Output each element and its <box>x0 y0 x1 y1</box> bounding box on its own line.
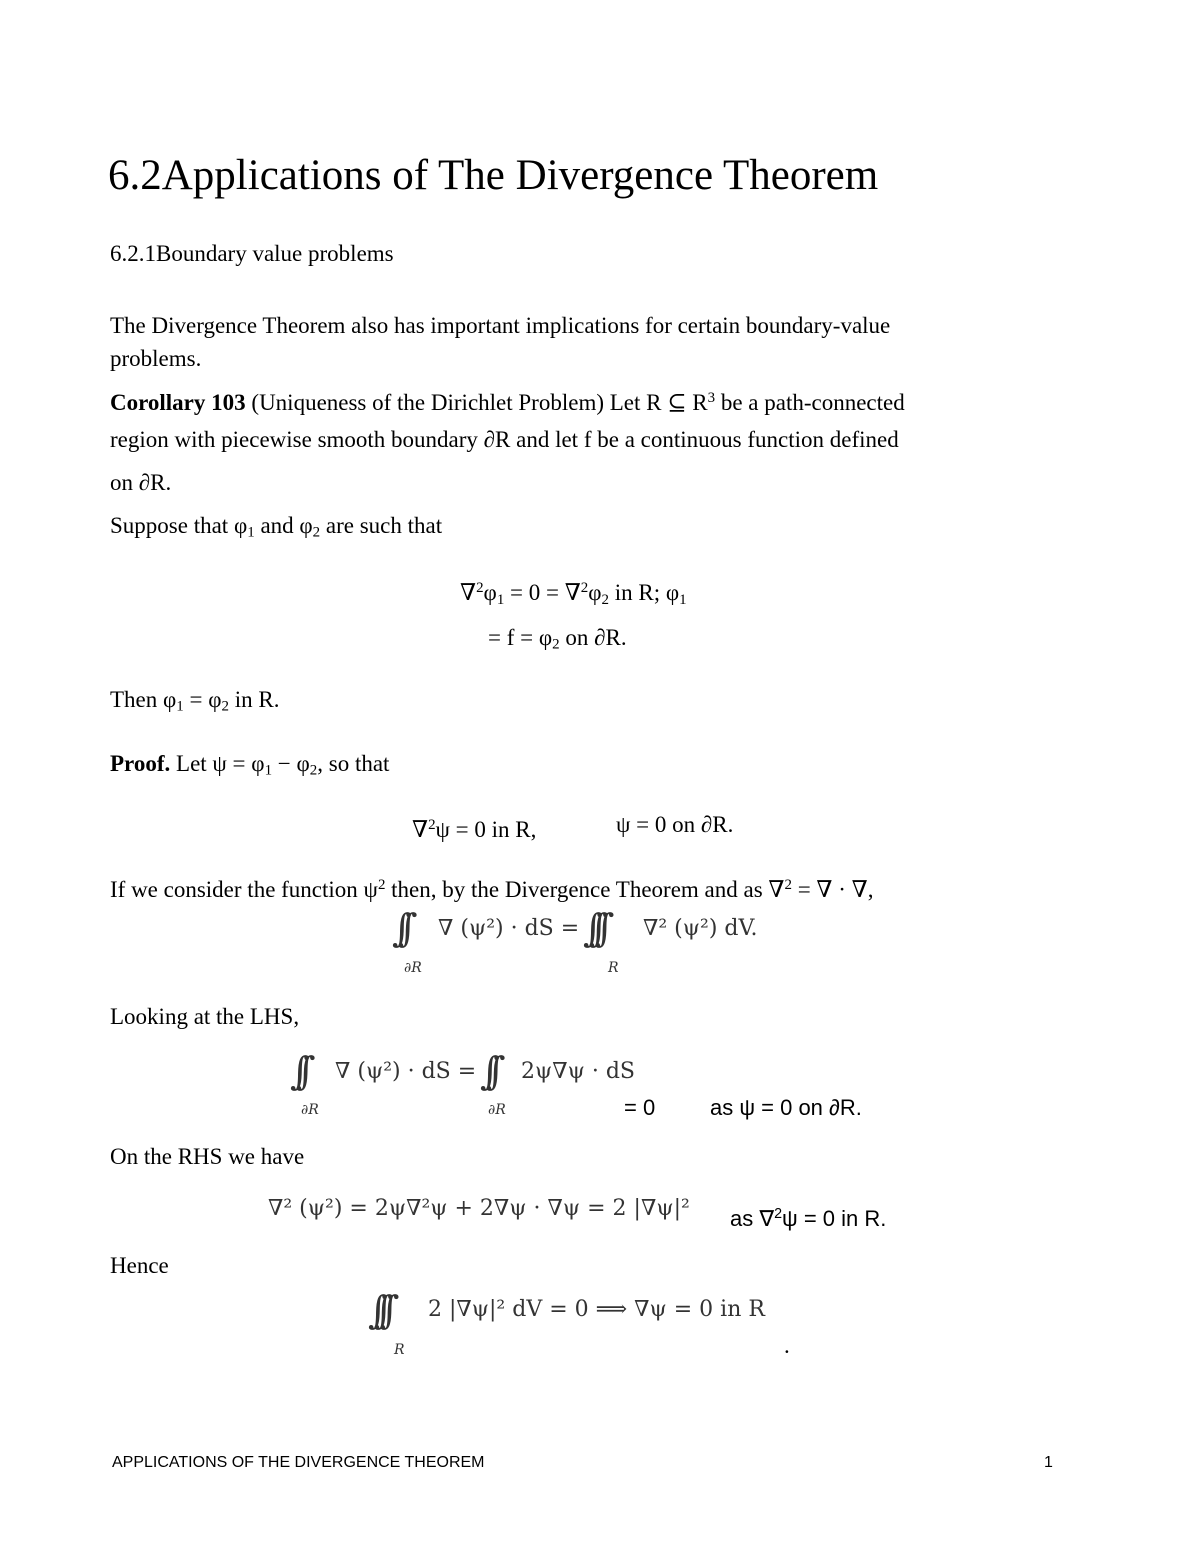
suppose-sub-1: 1 <box>247 524 255 541</box>
proof-a: Let ψ = φ <box>170 751 265 776</box>
then-b: = φ <box>183 687 222 712</box>
equation-psi-right: ψ = 0 on ∂R. <box>616 812 734 837</box>
proof-sub-2: 2 <box>309 762 318 779</box>
page-number: 1 <box>1044 1454 1053 1471</box>
equation-lhs-left: ∇ (ψ²) · dS = <box>335 1059 477 1084</box>
eq1-mid: = 0 = ∇ <box>504 580 581 606</box>
eq2-nabla: ∇ <box>412 817 429 843</box>
integral-limit: R <box>394 1342 405 1358</box>
conclusion-dot: . <box>784 1333 790 1358</box>
lhs-label: Looking at the LHS, <box>110 1004 300 1029</box>
suppose-line <box>110 512 442 547</box>
eq2-sup: 2 <box>428 817 436 833</box>
proof-c: , so that <box>317 751 390 776</box>
eq1-l2-a: = f = φ <box>488 625 553 650</box>
consider-line <box>110 871 873 904</box>
consider-c: = ∇ · ∇, <box>791 877 874 903</box>
equation-psi-left <box>412 811 536 844</box>
intro-line-2: problems. <box>110 346 202 371</box>
then-c: in R. <box>228 687 280 712</box>
equation-laplace-line-1 <box>460 574 687 614</box>
consider-b: then, by the Divergence Theorem and as ∇ <box>385 877 785 903</box>
footer-running-title: APPLICATIONS OF THE DIVERGENCE THEOREM <box>112 1454 485 1471</box>
integral-limit: ∂R <box>488 1102 506 1118</box>
then-sub-1: 1 <box>176 698 184 715</box>
eq2-b: ψ = 0 in R, <box>435 817 537 843</box>
intro-line-1: The Divergence Theorem also has important implications for certain boundary-value <box>110 313 891 338</box>
suppose-b: and φ <box>254 513 313 538</box>
then-a: Then φ <box>110 687 177 712</box>
proof-label: Proof. <box>110 751 171 776</box>
corollary-label: Corollary 103 <box>110 390 246 416</box>
page-title: 6.2Applications of The Divergence Theorem <box>108 152 879 199</box>
suppose-sub-2: 2 <box>312 524 321 541</box>
corollary-sup: 3 <box>707 390 716 406</box>
equation-divergence-right: ∇² (ψ²) dV. <box>643 916 758 941</box>
then-sub-2: 2 <box>221 698 229 715</box>
equation-divergence-left: ∇ (ψ²) · dS = <box>438 916 580 941</box>
suppose-a: Suppose that φ <box>110 513 248 538</box>
equation-rhs: ∇² (ψ²) = 2ψ∇²ψ + 2∇ψ · ∇ψ = 2 |∇ψ|² <box>268 1196 690 1221</box>
corollary-text-end: be a path-connected <box>715 390 905 416</box>
eq1-phi: φ <box>483 580 497 606</box>
equation-lhs-note: as ψ = 0 on ∂R. <box>710 1095 862 1120</box>
equation-rhs-note <box>730 1200 886 1233</box>
proof-b: − φ <box>272 751 310 776</box>
consider-a: If we consider the function ψ <box>110 877 378 903</box>
eq1-sup-2: 2 <box>580 580 589 596</box>
consider-sup-1: 2 <box>377 877 386 893</box>
eq1-l2-b: on ∂R. <box>559 625 627 650</box>
eq1-phi-2: φ <box>588 580 602 606</box>
triple-integral-symbol: ∫∫∫ <box>583 906 601 950</box>
then-line <box>110 686 279 721</box>
corollary-line-2: region with piecewise smooth boundary ∂R and let f be a continuous function defined <box>110 427 899 452</box>
eq1-nabla: ∇ <box>460 580 477 606</box>
eq5-note-sup: 2 <box>774 1206 783 1222</box>
suppose-c: are such that <box>320 513 443 538</box>
integral-limit: ∂R <box>301 1102 319 1118</box>
corollary-line-3: on ∂R. <box>110 470 172 495</box>
integral-limit: R <box>608 960 619 976</box>
double-integral-symbol: ∫∫ <box>392 906 404 950</box>
eq1-sub-2: 2 <box>601 591 610 608</box>
hence-label: Hence <box>110 1253 169 1278</box>
consider-sup-2: 2 <box>784 877 792 893</box>
eq5-note-b: ψ = 0 in R. <box>782 1205 887 1231</box>
proof-line <box>110 750 389 785</box>
eq1-sup: 2 <box>476 580 484 596</box>
eq1-sub: 1 <box>496 591 505 608</box>
equation-laplace-line-2 <box>488 624 627 659</box>
integral-limit: ∂R <box>404 960 422 976</box>
equation-conclusion: 2 |∇ψ|² dV = 0 ⟹ ∇ψ = 0 in R <box>428 1297 765 1322</box>
eq1-end: in R; φ <box>609 580 680 606</box>
equation-lhs-result: = 0 <box>624 1095 656 1120</box>
double-integral-symbol: ∫∫ <box>290 1049 302 1093</box>
corollary-line-1 <box>110 384 905 417</box>
section-heading: 6.2.1Boundary value problems <box>110 241 394 266</box>
eq1-sub-3: 1 <box>679 591 687 608</box>
eq5-note-a: as ∇ <box>730 1205 775 1231</box>
double-integral-symbol: ∫∫ <box>480 1049 492 1093</box>
proof-sub-1: 1 <box>264 762 273 779</box>
eq1-l2-sub: 2 <box>552 636 560 653</box>
triple-integral-symbol: ∫∫∫ <box>368 1288 386 1332</box>
rhs-label: On the RHS we have <box>110 1144 305 1169</box>
corollary-text: (Uniqueness of the Dirichlet Problem) Let R ⊆ R <box>245 390 708 416</box>
equation-lhs-right: 2ψ∇ψ · dS <box>521 1059 635 1084</box>
